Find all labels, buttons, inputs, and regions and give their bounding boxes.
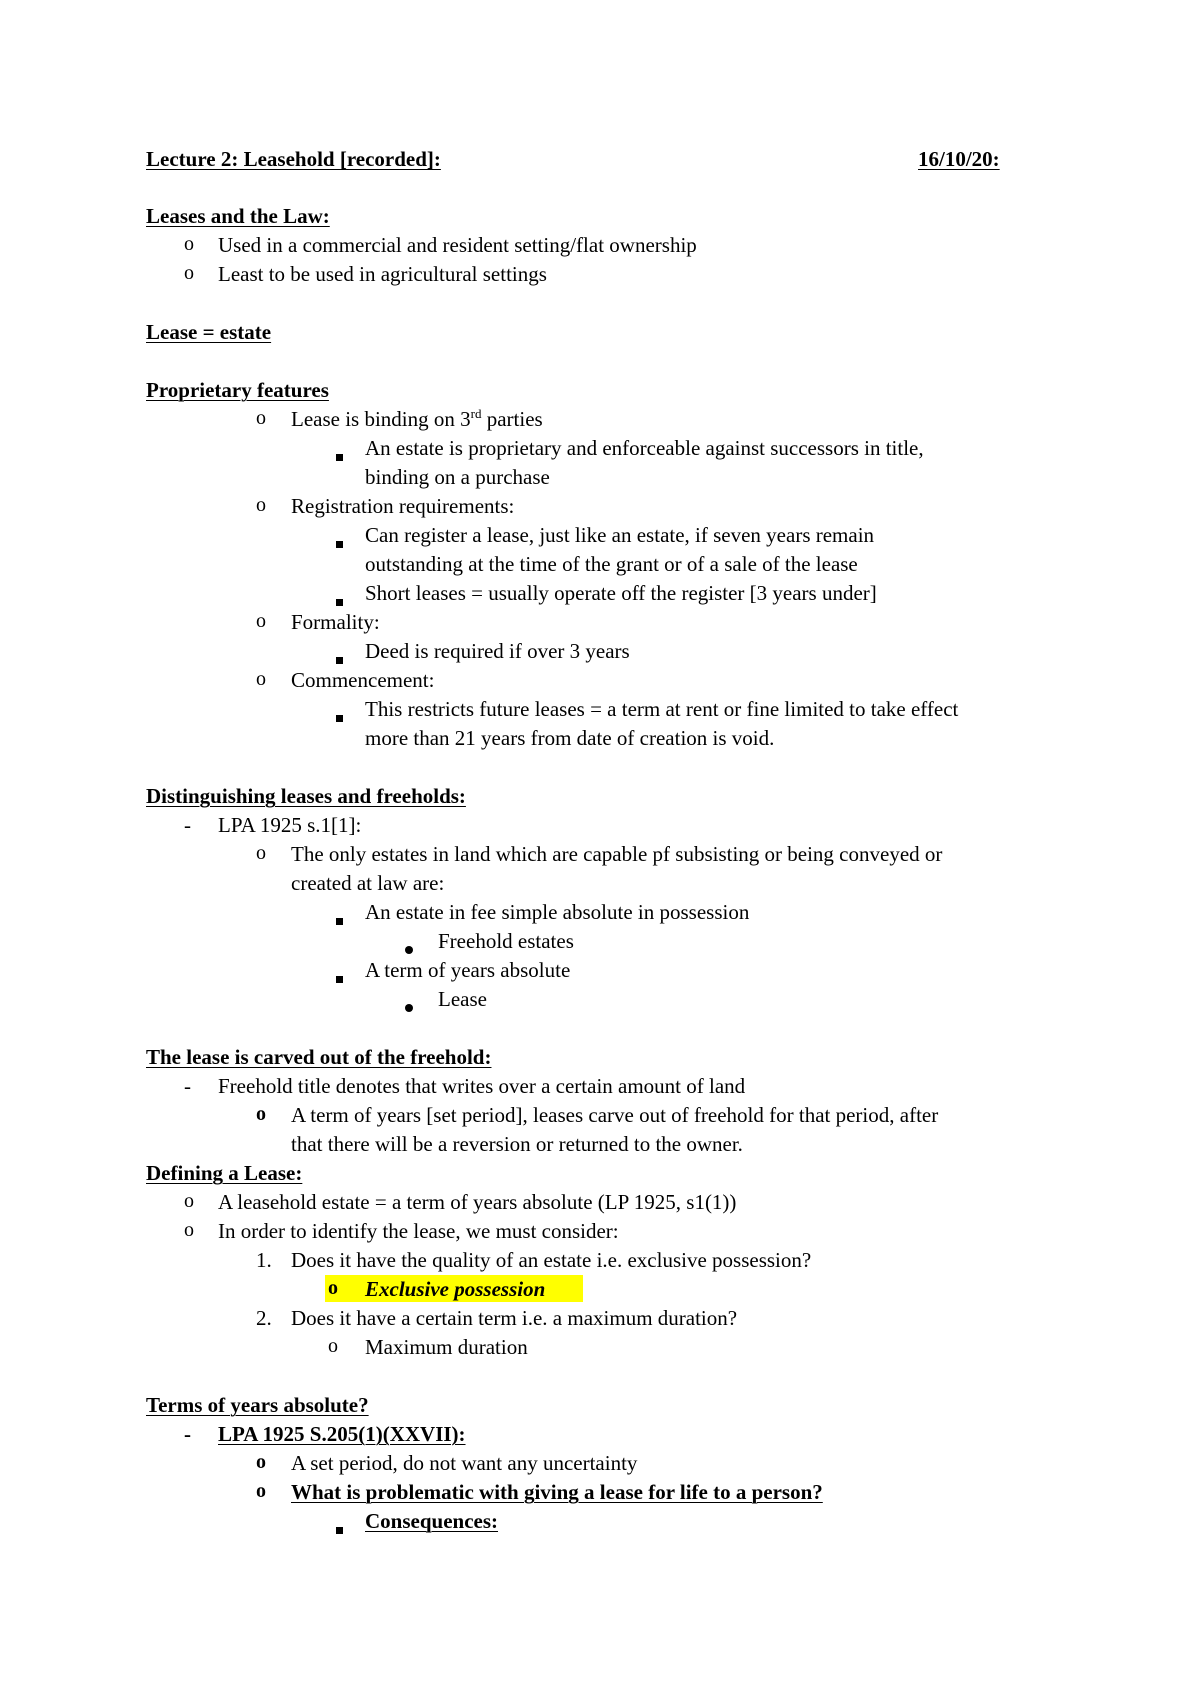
list-item: Does it have the quality of an estate i.e. exclusive possession? [291,1248,812,1272]
round-bullet-icon [405,995,413,1016]
hollow-bullet-icon: o [328,1335,338,1357]
dash-bullet-icon: - [184,1422,191,1446]
list-item: Freehold estates [438,929,574,953]
hollow-bullet-icon: o [256,1103,266,1125]
hollow-bullet-icon: o [184,262,194,284]
dash-bullet-icon: - [184,813,191,837]
list-item: A term of years [set period], leases carve out of freehold for that period, after [291,1103,939,1127]
lecture-date: 16/10/20: [918,147,1000,171]
list-item-cont: binding on a purchase [365,465,550,489]
list-item: An estate is proprietary and enforceable against successors in title, [365,436,924,460]
list-item: In order to identify the lease, we must consider: [218,1219,619,1243]
hollow-bullet-icon: o [184,233,194,255]
hollow-bullet-icon: o [256,1451,266,1473]
list-item: Lease [438,987,487,1011]
list-item: Consequences: [365,1509,499,1533]
list-item: Deed is required if over 3 years [365,639,630,663]
hollow-bullet-icon: o [256,610,266,632]
list-item: A term of years absolute [365,958,571,982]
hollow-bullet-icon: o [256,668,266,690]
hollow-bullet-icon: o [256,1480,266,1502]
list-item: Formality: [291,610,380,634]
list-item-cont: that there will be a reversion or returned to the owner. [291,1132,743,1156]
list-item-binding: Lease is binding on 3rd parties [291,406,543,431]
list-item: Used in a commercial and resident setting/flat ownership [218,233,697,257]
list-item: This restricts future leases = a term at rent or fine limited to take effect [365,697,959,721]
hollow-bullet-icon: o [184,1219,194,1241]
heading-defining: Defining a Lease: [146,1161,303,1185]
square-bullet-icon [336,966,343,987]
list-item: An estate in fee simple absolute in possession [365,900,750,924]
list-item: LPA 1925 S.205(1)(XXVII): [218,1422,466,1446]
square-bullet-icon [336,444,343,465]
list-item: LPA 1925 s.1[1]: [218,813,362,837]
dash-bullet-icon: - [184,1074,191,1098]
list-item: Maximum duration [365,1335,528,1359]
list-item: Short leases = usually operate off the register [3 years under] [365,581,877,605]
heading-proprietary-features: Proprietary features [146,378,329,402]
list-item: The only estates in land which are capable pf subsisting or being conveyed or [291,842,943,866]
hollow-bullet-icon: o [256,407,266,429]
list-item-cont: created at law are: [291,871,445,895]
round-bullet-icon [405,937,413,958]
hollow-bullet-icon: o [256,842,266,864]
list-item: Does it have a certain term i.e. a maximum duration? [291,1306,738,1330]
square-bullet-icon [336,1517,343,1538]
square-bullet-icon [336,531,343,552]
heading-distinguishing: Distinguishing leases and freeholds: [146,784,466,808]
list-item: What is problematic with giving a lease for life to a person? [291,1480,823,1504]
list-item: Least to be used in agricultural settings [218,262,547,286]
list-item: A set period, do not want any uncertainty [291,1451,638,1475]
heading-leases-and-law: Leases and the Law: [146,204,330,228]
list-item: A leasehold estate = a term of years absolute (LP 1925, s1(1)) [218,1190,737,1214]
list-item: Registration requirements: [291,494,515,518]
heading-terms: Terms of years absolute? [146,1393,369,1417]
list-item: Can register a lease, just like an estate, if seven years remain [365,523,875,547]
list-number: 1. [256,1248,272,1272]
hollow-bullet-icon: o [328,1277,338,1299]
lecture-title: Lecture 2: Leasehold [recorded]: [146,147,441,171]
square-bullet-icon [336,647,343,668]
heading-lease-estate: Lease = estate [146,320,272,344]
list-item-cont: outstanding at the time of the grant or of a sale of the lease [365,552,858,576]
square-bullet-icon [336,589,343,610]
heading-carved: The lease is carved out of the freehold: [146,1045,492,1069]
list-item: Freehold title denotes that writes over a certain amount of land [218,1074,746,1098]
hollow-bullet-icon: o [256,494,266,516]
hollow-bullet-icon: o [184,1190,194,1212]
list-item: Commencement: [291,668,435,692]
list-number: 2. [256,1306,272,1330]
square-bullet-icon [336,705,343,726]
highlighted-item: Exclusive possession [365,1277,546,1301]
square-bullet-icon [336,908,343,929]
list-item-cont: more than 21 years from date of creation is void. [365,726,775,750]
